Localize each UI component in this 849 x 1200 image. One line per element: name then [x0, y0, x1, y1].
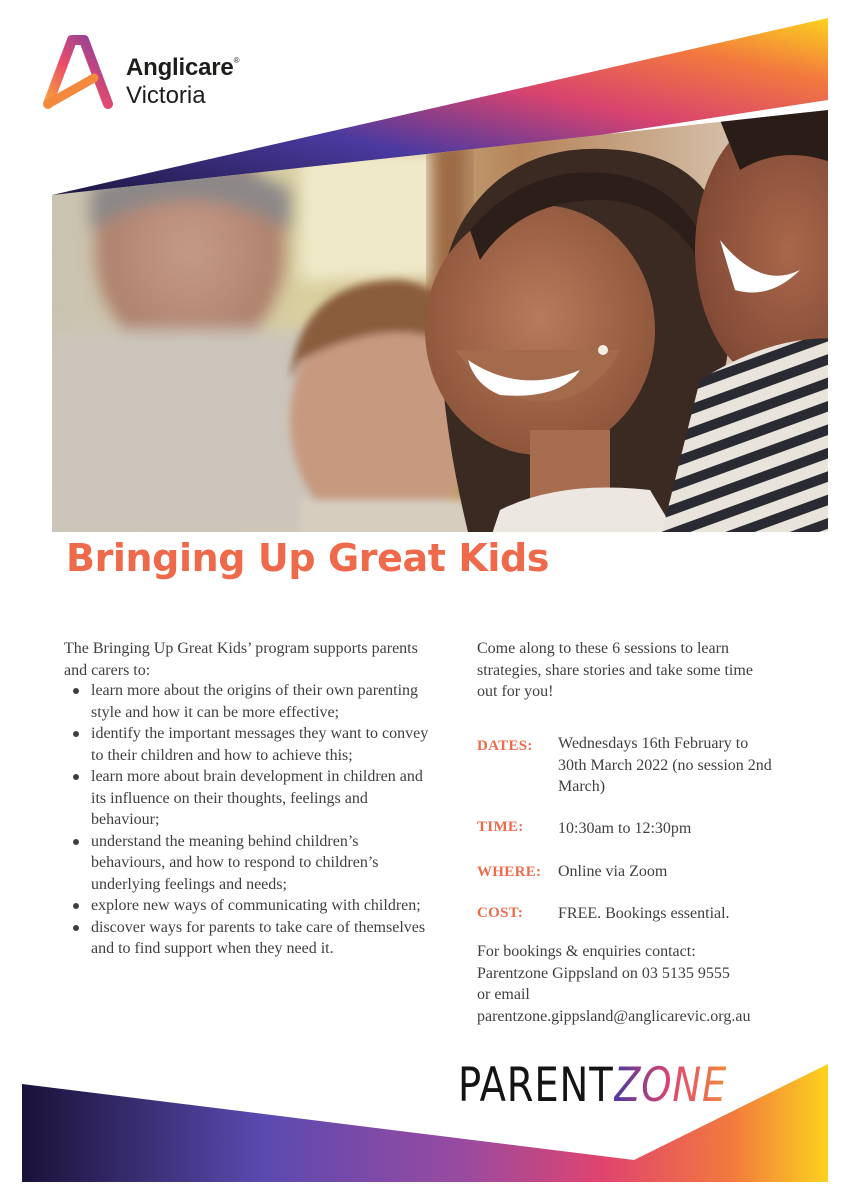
page-title: Bringing Up Great Kids	[66, 536, 550, 580]
bullet-icon	[73, 903, 79, 909]
time-label: TIME:	[477, 819, 524, 835]
list-item: learn more about brain development in children and its influence on their thoughts, feelings and behaviour;	[64, 766, 434, 831]
benefits-list	[64, 680, 434, 960]
anglicare-logo-mark-icon	[42, 34, 114, 110]
cost-label: COST:	[477, 905, 524, 921]
list-item: discover ways for parents to take care of themselves and to find support when they need it.	[64, 917, 434, 960]
list-item: learn more about the origins of their own parenting style and how it can be more effective;	[64, 680, 434, 723]
parentzone-logo-parent: PARENT	[458, 1058, 614, 1113]
parentzone-logo-zone: ZONE	[613, 1058, 727, 1113]
contact-email-link[interactable]: parentzone.gippsland@anglicarevic.org.au	[477, 1007, 751, 1025]
bullet-icon	[73, 688, 79, 694]
list-item: explore new ways of communicating with children;	[64, 895, 434, 917]
logo-word-anglicare: Anglicare®	[126, 54, 240, 81]
contact-line: or email	[477, 986, 530, 1003]
list-item: identify the important messages they want to convey to their children and how to achieve this;	[64, 723, 434, 766]
cost-value: FREE. Bookings essential.	[558, 905, 730, 922]
logo-word-victoria: Victoria	[126, 82, 206, 109]
anglicare-logo	[42, 34, 282, 114]
bullet-icon	[73, 774, 79, 780]
contact-line: For bookings & enquiries contact:	[477, 943, 696, 960]
where-label: WHERE:	[477, 864, 542, 880]
program-intro: The Bringing Up Great Kids’ program supports parents and carers to:	[64, 640, 418, 679]
where-value: Online via Zoom	[558, 863, 668, 880]
bullet-icon	[73, 839, 79, 845]
dates-value: Wednesdays 16th February to 30th March 2022 (no session 2nd March)	[558, 735, 772, 795]
time-value: 10:30am to 12:30pm	[558, 820, 692, 837]
sessions-intro: Come along to these 6 sessions to learn strategies, share stories and take some time out for you!	[477, 640, 753, 700]
list-item: understand the meaning behind children’s behaviours, and how to respond to children’s underlying feelings and needs;	[64, 831, 434, 896]
bullet-icon	[73, 731, 79, 737]
bullet-icon	[73, 925, 79, 931]
contact-phone: Parentzone Gippsland on 03 5135 9555	[477, 964, 730, 982]
parentzone-logo	[458, 1058, 752, 1114]
dates-label: DATES:	[477, 738, 533, 754]
contact-block	[477, 941, 817, 1027]
